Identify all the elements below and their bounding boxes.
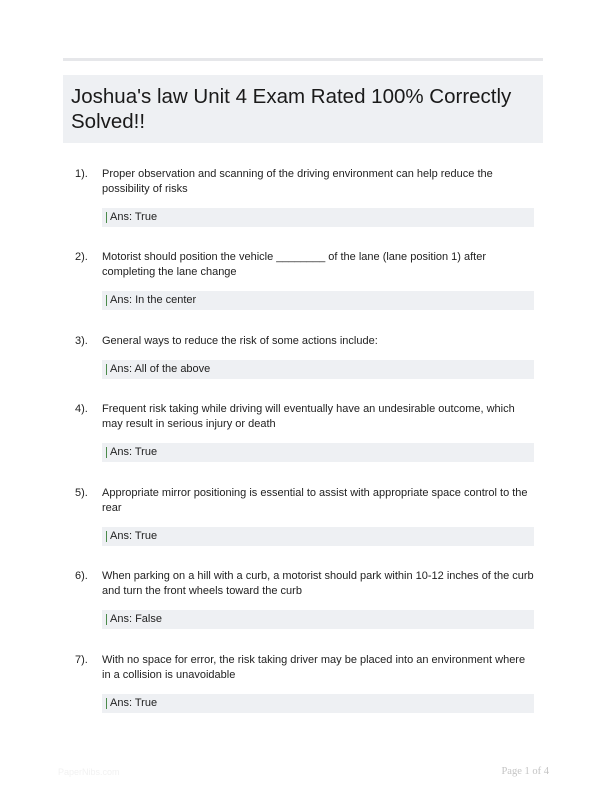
answer-box: Ans: False [102, 610, 534, 629]
question-text: With no space for error, the risk taking driver may be placed into an environment where in a collision is unavoidable [102, 654, 526, 681]
question-number: 5). [75, 487, 88, 499]
footer-watermark: PaperNibs.com [58, 767, 120, 777]
page-indicator: Page 1 of 4 [501, 766, 549, 777]
answer-box: Ans: True [102, 208, 534, 227]
answer-box: Ans: All of the above [102, 360, 534, 379]
title-banner [63, 75, 543, 143]
question-text: When parking on a hill with a curb, a motorist should park within 10-12 inches of the curb and turn the front wheels toward the curb [102, 570, 534, 597]
page-title: Joshua's law Unit 4 Exam Rated 100% Correctly Solved!! [71, 85, 512, 133]
answer-box: Ans: In the center [102, 291, 534, 310]
answer-box: Ans: True [102, 527, 534, 546]
question-number: 2). [75, 251, 88, 263]
question-text: Motorist should position the vehicle ________ of the lane (lane position 1) after completing the lane change [102, 251, 487, 278]
question-text: Frequent risk taking while driving will eventually have an undesirable outcome, which may result in serious injury or death [102, 403, 515, 430]
question-number: 4). [75, 403, 88, 415]
top-divider [63, 58, 543, 61]
question-number: 6). [75, 570, 88, 582]
answer-box: Ans: True [102, 694, 534, 713]
question-number: 3). [75, 335, 88, 347]
question-number: 1). [75, 168, 88, 180]
question-text: Appropriate mirror positioning is essential to assist with appropriate space control to the rear [102, 487, 528, 514]
question-text: General ways to reduce the risk of some actions include: [102, 335, 378, 347]
question-number: 7). [75, 654, 88, 666]
answer-box: Ans: True [102, 443, 534, 462]
question-text: Proper observation and scanning of the driving environment can help reduce the possibility of risks [102, 168, 493, 195]
